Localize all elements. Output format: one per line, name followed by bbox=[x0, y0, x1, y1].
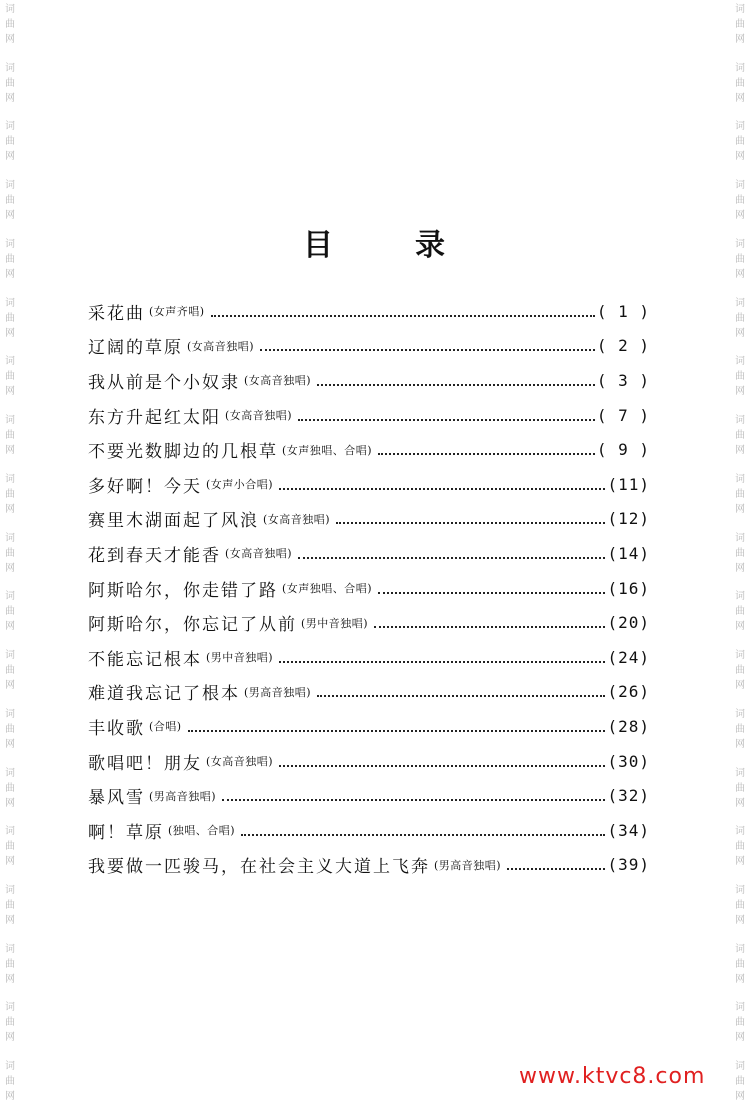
watermark-char: 曲 bbox=[735, 1017, 745, 1029]
watermark-char: 网 bbox=[5, 92, 15, 104]
watermark-char: 词 bbox=[5, 591, 15, 603]
toc-voice-note: (女高音独唱) bbox=[187, 339, 255, 353]
watermark-char: 网 bbox=[5, 1032, 15, 1044]
toc-song-title: 啊！草原 bbox=[88, 822, 164, 843]
toc-voice-note: (女高音独唱) bbox=[206, 755, 274, 769]
watermark-char: 词 bbox=[735, 532, 745, 544]
watermark-char: 网 bbox=[735, 327, 745, 339]
toc-song-title: 东方升起红太阳 bbox=[88, 407, 221, 428]
watermark-char: 曲 bbox=[735, 19, 745, 30]
watermark-char: 网 bbox=[5, 797, 15, 809]
watermark-char: 曲 bbox=[735, 430, 745, 442]
toc-dot-leader bbox=[317, 367, 595, 386]
watermark-block bbox=[5, 764, 15, 823]
toc-page-number: ( 2 ) bbox=[596, 336, 650, 356]
watermark-char: 网 bbox=[5, 621, 15, 633]
watermark-char: 曲 bbox=[5, 958, 15, 970]
watermark-char: 网 bbox=[5, 445, 15, 457]
toc-dot-leader bbox=[241, 817, 605, 836]
toc-dot-leader bbox=[188, 713, 606, 732]
watermark-block bbox=[735, 764, 745, 823]
watermark-block bbox=[5, 352, 15, 411]
toc-dot-leader bbox=[222, 782, 605, 801]
toc-song-title: 暴风雪 bbox=[88, 788, 145, 809]
watermark-block bbox=[735, 0, 745, 59]
toc-dot-leader bbox=[260, 332, 595, 351]
page-title bbox=[0, 220, 750, 264]
watermark-char: 曲 bbox=[735, 371, 745, 383]
toc-entry bbox=[88, 709, 650, 744]
toc-entry bbox=[88, 813, 650, 848]
watermark-char: 曲 bbox=[735, 900, 745, 912]
toc-dot-leader bbox=[336, 505, 605, 524]
watermark-char: 曲 bbox=[735, 195, 745, 207]
toc-voice-note: (女高音独唱) bbox=[225, 409, 293, 423]
watermark-char: 曲 bbox=[735, 312, 745, 324]
watermark-block bbox=[5, 294, 15, 353]
title-char-right: 录 bbox=[415, 228, 447, 263]
watermark-char: 曲 bbox=[5, 547, 15, 559]
watermark-char: 曲 bbox=[5, 1076, 15, 1088]
watermark-char: 网 bbox=[5, 151, 15, 163]
left-watermark-strip bbox=[3, 0, 17, 1116]
toc-page-number: (16) bbox=[607, 578, 650, 598]
watermark-char: 词 bbox=[735, 943, 745, 955]
watermark-char: 网 bbox=[735, 621, 745, 633]
toc-dot-leader bbox=[378, 575, 605, 594]
watermark-char: 曲 bbox=[5, 1017, 15, 1029]
toc-entry bbox=[88, 502, 650, 537]
watermark-block bbox=[5, 822, 15, 881]
toc-entry bbox=[88, 398, 650, 433]
toc-dot-leader bbox=[298, 540, 605, 559]
toc-entry bbox=[88, 329, 650, 364]
toc-song-title: 我从前是个小奴隶 bbox=[88, 372, 240, 393]
watermark-block bbox=[735, 587, 745, 646]
toc-song-title: 阿斯哈尔，你走错了路 bbox=[88, 580, 278, 601]
watermark-char: 曲 bbox=[5, 665, 15, 677]
watermark-char: 网 bbox=[5, 562, 15, 574]
toc-page-number: (12) bbox=[607, 509, 650, 529]
toc-dot-leader bbox=[374, 609, 605, 628]
toc-dot-leader bbox=[507, 851, 605, 870]
toc-page-number: ( 9 ) bbox=[596, 440, 650, 460]
toc-page-number: (39) bbox=[607, 855, 650, 875]
watermark-char: 曲 bbox=[735, 547, 745, 559]
watermark-char: 词 bbox=[735, 473, 745, 485]
toc-voice-note: (女声独唱、合唱) bbox=[282, 443, 373, 457]
watermark-char: 网 bbox=[735, 445, 745, 457]
watermark-char: 词 bbox=[735, 591, 745, 603]
toc-song-title: 辽阔的草原 bbox=[88, 338, 183, 359]
watermark-char: 网 bbox=[5, 1091, 15, 1103]
toc-page-number: (28) bbox=[607, 716, 650, 736]
watermark-char: 网 bbox=[735, 915, 745, 927]
watermark-block bbox=[5, 529, 15, 588]
watermark-char: 网 bbox=[735, 680, 745, 692]
toc-voice-note: (男高音独唱) bbox=[149, 789, 217, 803]
toc-dot-leader bbox=[298, 402, 595, 421]
watermark-char: 词 bbox=[735, 356, 745, 368]
watermark-char: 词 bbox=[5, 708, 15, 720]
toc-voice-note: (男高音独唱) bbox=[434, 858, 502, 872]
watermark-char: 词 bbox=[5, 650, 15, 662]
watermark-char: 词 bbox=[735, 708, 745, 720]
watermark-block bbox=[5, 0, 15, 59]
watermark-block bbox=[735, 705, 745, 764]
toc-voice-note: (男中音独唱) bbox=[301, 616, 369, 630]
toc-dot-leader bbox=[317, 678, 605, 697]
watermark-block bbox=[5, 411, 15, 470]
toc-page-number: (30) bbox=[607, 751, 650, 771]
toc-entry bbox=[88, 571, 650, 606]
watermark-char: 网 bbox=[5, 856, 15, 868]
watermark-char: 网 bbox=[735, 386, 745, 398]
watermark-char: 词 bbox=[735, 121, 745, 133]
toc-entry bbox=[88, 778, 650, 813]
toc-dot-leader bbox=[279, 748, 605, 767]
watermark-char: 曲 bbox=[5, 488, 15, 500]
watermark-block bbox=[735, 881, 745, 940]
toc-page-number: (24) bbox=[607, 647, 650, 667]
table-of-contents bbox=[88, 294, 650, 882]
watermark-char: 网 bbox=[5, 738, 15, 750]
watermark-char: 词 bbox=[735, 415, 745, 427]
watermark-char: 词 bbox=[735, 885, 745, 897]
watermark-char: 词 bbox=[735, 650, 745, 662]
toc-dot-leader bbox=[279, 644, 605, 663]
watermark-char: 曲 bbox=[735, 606, 745, 618]
toc-song-title: 歌唱吧！朋友 bbox=[88, 753, 202, 774]
watermark-char: 词 bbox=[5, 356, 15, 368]
watermark-char: 网 bbox=[5, 34, 15, 45]
toc-entry bbox=[88, 605, 650, 640]
watermark-char: 词 bbox=[735, 767, 745, 779]
watermark-block bbox=[735, 352, 745, 411]
toc-song-title: 花到春天才能香 bbox=[88, 545, 221, 566]
watermark-char: 曲 bbox=[735, 958, 745, 970]
toc-page-number: ( 1 ) bbox=[596, 301, 650, 321]
toc-page-number: ( 3 ) bbox=[596, 370, 650, 390]
watermark-char: 词 bbox=[735, 1061, 745, 1073]
watermark-char: 网 bbox=[735, 738, 745, 750]
watermark-char: 词 bbox=[5, 1061, 15, 1073]
watermark-char: 词 bbox=[5, 532, 15, 544]
watermark-char: 曲 bbox=[5, 19, 15, 30]
watermark-block bbox=[5, 1057, 15, 1116]
watermark-char: 曲 bbox=[735, 77, 745, 89]
watermark-char: 曲 bbox=[735, 665, 745, 677]
watermark-char: 曲 bbox=[5, 782, 15, 794]
watermark-char: 网 bbox=[5, 386, 15, 398]
watermark-char: 词 bbox=[5, 297, 15, 309]
watermark-block bbox=[735, 294, 745, 353]
watermark-char: 词 bbox=[735, 4, 745, 15]
toc-page-number: ( 7 ) bbox=[596, 405, 650, 425]
toc-page-number: (26) bbox=[607, 682, 650, 702]
toc-dot-leader bbox=[279, 471, 605, 490]
toc-song-title: 丰收歌 bbox=[88, 718, 145, 739]
watermark-char: 词 bbox=[5, 1002, 15, 1014]
toc-voice-note: (女高音独唱) bbox=[225, 547, 293, 561]
watermark-char: 网 bbox=[735, 151, 745, 163]
watermark-char: 词 bbox=[5, 62, 15, 74]
watermark-block bbox=[735, 940, 745, 999]
title-char-left: 目 bbox=[303, 228, 335, 263]
watermark-char: 网 bbox=[5, 268, 15, 280]
toc-entry bbox=[88, 744, 650, 779]
watermark-char: 曲 bbox=[5, 900, 15, 912]
watermark-block bbox=[735, 117, 745, 176]
watermark-block bbox=[5, 117, 15, 176]
toc-page-number: (20) bbox=[607, 613, 650, 633]
watermark-char: 词 bbox=[5, 885, 15, 897]
watermark-char: 词 bbox=[5, 473, 15, 485]
toc-song-title: 赛里木湖面起了风浪 bbox=[88, 511, 259, 532]
watermark-char: 曲 bbox=[5, 723, 15, 735]
watermark-char: 曲 bbox=[5, 841, 15, 853]
watermark-block bbox=[5, 940, 15, 999]
toc-entry bbox=[88, 467, 650, 502]
toc-song-title: 采花曲 bbox=[88, 303, 145, 324]
watermark-char: 网 bbox=[735, 562, 745, 574]
watermark-block bbox=[5, 646, 15, 705]
watermark-char: 词 bbox=[735, 826, 745, 838]
watermark-char: 词 bbox=[735, 238, 745, 250]
toc-page-number: (11) bbox=[607, 474, 650, 494]
watermark-char: 网 bbox=[735, 34, 745, 45]
toc-dot-leader bbox=[378, 436, 595, 455]
right-watermark-strip bbox=[733, 0, 747, 1116]
watermark-char: 曲 bbox=[5, 195, 15, 207]
watermark-char: 曲 bbox=[735, 253, 745, 265]
toc-song-title: 不要光数脚边的几根草 bbox=[88, 442, 278, 463]
watermark-char: 网 bbox=[5, 973, 15, 985]
watermark-char: 网 bbox=[735, 92, 745, 104]
watermark-char: 曲 bbox=[5, 253, 15, 265]
watermark-char: 词 bbox=[5, 4, 15, 15]
toc-voice-note: (女声小合唱) bbox=[206, 478, 274, 492]
watermark-char: 曲 bbox=[735, 1076, 745, 1088]
watermark-char: 网 bbox=[5, 503, 15, 515]
watermark-char: 词 bbox=[5, 180, 15, 192]
watermark-char: 网 bbox=[5, 210, 15, 222]
watermark-char: 曲 bbox=[5, 371, 15, 383]
watermark-block bbox=[735, 822, 745, 881]
watermark-char: 词 bbox=[735, 297, 745, 309]
toc-song-title: 阿斯哈尔，你忘记了从前 bbox=[88, 615, 297, 636]
watermark-char: 曲 bbox=[5, 136, 15, 148]
watermark-char: 网 bbox=[5, 915, 15, 927]
toc-page-number: (14) bbox=[607, 543, 650, 563]
watermark-char: 网 bbox=[735, 268, 745, 280]
watermark-char: 网 bbox=[735, 856, 745, 868]
watermark-char: 曲 bbox=[735, 782, 745, 794]
toc-voice-note: (女声独唱、合唱) bbox=[282, 582, 373, 596]
watermark-block bbox=[5, 705, 15, 764]
watermark-char: 词 bbox=[5, 121, 15, 133]
watermark-char: 词 bbox=[735, 180, 745, 192]
toc-voice-note: (合唱) bbox=[149, 720, 182, 734]
toc-voice-note: (女高音独唱) bbox=[244, 374, 312, 388]
watermark-char: 网 bbox=[735, 797, 745, 809]
watermark-char: 网 bbox=[735, 973, 745, 985]
watermark-char: 词 bbox=[5, 767, 15, 779]
watermark-char: 曲 bbox=[5, 77, 15, 89]
watermark-block bbox=[735, 998, 745, 1057]
toc-voice-note: (男中音独唱) bbox=[206, 651, 274, 665]
watermark-block bbox=[735, 646, 745, 705]
toc-page-number: (34) bbox=[607, 820, 650, 840]
toc-entry bbox=[88, 294, 650, 329]
toc-song-title: 不能忘记根本 bbox=[88, 649, 202, 670]
watermark-block bbox=[735, 411, 745, 470]
watermark-block bbox=[5, 587, 15, 646]
watermark-block bbox=[735, 529, 745, 588]
toc-dot-leader bbox=[211, 298, 595, 317]
watermark-char: 词 bbox=[5, 238, 15, 250]
watermark-char: 词 bbox=[5, 943, 15, 955]
watermark-char: 词 bbox=[735, 1002, 745, 1014]
watermark-block bbox=[735, 1057, 745, 1116]
watermark-char: 网 bbox=[5, 327, 15, 339]
toc-voice-note: (男高音独唱) bbox=[244, 685, 312, 699]
toc-page-number: (32) bbox=[607, 786, 650, 806]
watermark-char: 词 bbox=[5, 826, 15, 838]
watermark-char: 曲 bbox=[5, 606, 15, 618]
watermark-char: 词 bbox=[735, 62, 745, 74]
watermark-char: 曲 bbox=[735, 136, 745, 148]
toc-voice-note: (独唱、合唱) bbox=[168, 824, 236, 838]
watermark-char: 曲 bbox=[5, 430, 15, 442]
toc-song-title: 多好啊！今天 bbox=[88, 476, 202, 497]
watermark-char: 曲 bbox=[735, 841, 745, 853]
watermark-char: 网 bbox=[735, 1032, 745, 1044]
watermark-block bbox=[735, 59, 745, 118]
watermark-block bbox=[735, 470, 745, 529]
toc-entry bbox=[88, 432, 650, 467]
toc-entry bbox=[88, 363, 650, 398]
watermark-char: 曲 bbox=[5, 312, 15, 324]
watermark-char: 网 bbox=[735, 210, 745, 222]
toc-entry bbox=[88, 536, 650, 571]
toc-entry bbox=[88, 640, 650, 675]
watermark-block bbox=[5, 59, 15, 118]
watermark-char: 网 bbox=[735, 1091, 745, 1103]
watermark-block bbox=[5, 998, 15, 1057]
watermark-char: 曲 bbox=[735, 488, 745, 500]
toc-song-title: 我要做一匹骏马，在社会主义大道上飞奔 bbox=[88, 857, 430, 878]
site-url-watermark: www.ktvc8.com bbox=[519, 1064, 706, 1089]
toc-entry bbox=[88, 848, 650, 883]
watermark-block bbox=[5, 470, 15, 529]
toc-entry bbox=[88, 675, 650, 710]
watermark-block bbox=[5, 881, 15, 940]
toc-voice-note: (女声齐唱) bbox=[149, 305, 205, 319]
toc-voice-note: (女高音独唱) bbox=[263, 512, 331, 526]
toc-song-title: 难道我忘记了根本 bbox=[88, 684, 240, 705]
watermark-char: 曲 bbox=[735, 723, 745, 735]
watermark-char: 网 bbox=[5, 680, 15, 692]
watermark-char: 网 bbox=[735, 503, 745, 515]
watermark-char: 词 bbox=[5, 415, 15, 427]
